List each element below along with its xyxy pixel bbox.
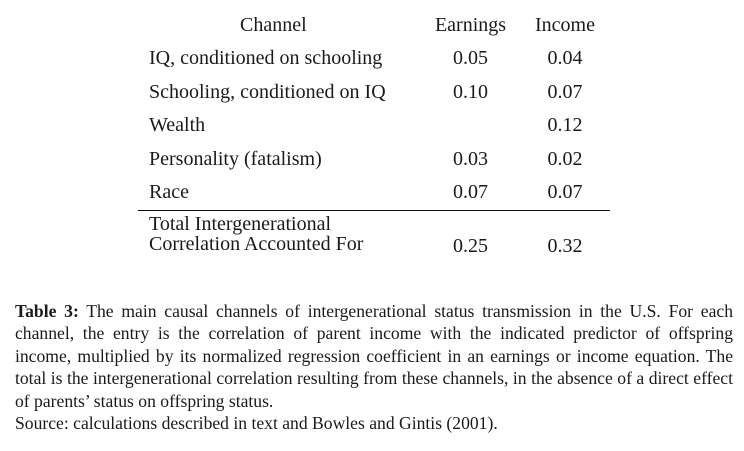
caption-label: Table 3: [15, 301, 79, 321]
caption-body: The main causal channels of intergenerational status transmission in the U.S. For each channel, the entry is the correlation of parent income with the indicated predictor of offspring income, multiplied by its normalized regression coefficient in an earnings or income equation. The total is the intergenerational correlation resulting from these channels, in the absence of a direct effect of parents’ status on offspring status. [15, 301, 733, 411]
table-total-rule [138, 210, 610, 211]
row-income: 0.04 [547, 47, 583, 69]
header-earnings: Earnings [434, 14, 507, 36]
row-income: 0.12 [547, 114, 583, 136]
table-row [138, 80, 610, 104]
header-channel: Channel [240, 14, 307, 36]
table-header-row [138, 13, 610, 37]
table-row [138, 113, 610, 137]
total-income: 0.32 [547, 235, 583, 257]
total-label-line2: Correlation Accounted For [149, 233, 364, 255]
row-income: 0.07 [547, 181, 583, 203]
total-earnings: 0.25 [453, 235, 488, 257]
table-row [138, 180, 610, 204]
row-channel: Race [149, 181, 189, 203]
row-income: 0.07 [547, 81, 583, 103]
row-channel: Schooling, conditioned on IQ [149, 81, 386, 103]
table-caption [15, 300, 733, 434]
caption-source: Source: calculations described in text and Bowles and Gintis (2001). [15, 413, 498, 434]
row-channel: Wealth [149, 114, 206, 136]
row-earnings: 0.03 [453, 148, 488, 170]
caption-text [15, 300, 733, 412]
header-income: Income [535, 14, 595, 36]
table-row [138, 147, 610, 171]
row-income: 0.02 [547, 148, 583, 170]
table-row [138, 46, 610, 70]
row-channel: IQ, conditioned on schooling [149, 47, 383, 69]
row-channel: Personality (fatalism) [149, 148, 322, 170]
row-earnings: 0.05 [453, 47, 488, 69]
total-label-line1: Total Intergenerational [149, 213, 332, 235]
row-earnings: 0.07 [453, 181, 488, 203]
row-earnings: 0.10 [453, 81, 488, 103]
total-row-label [149, 214, 363, 254]
